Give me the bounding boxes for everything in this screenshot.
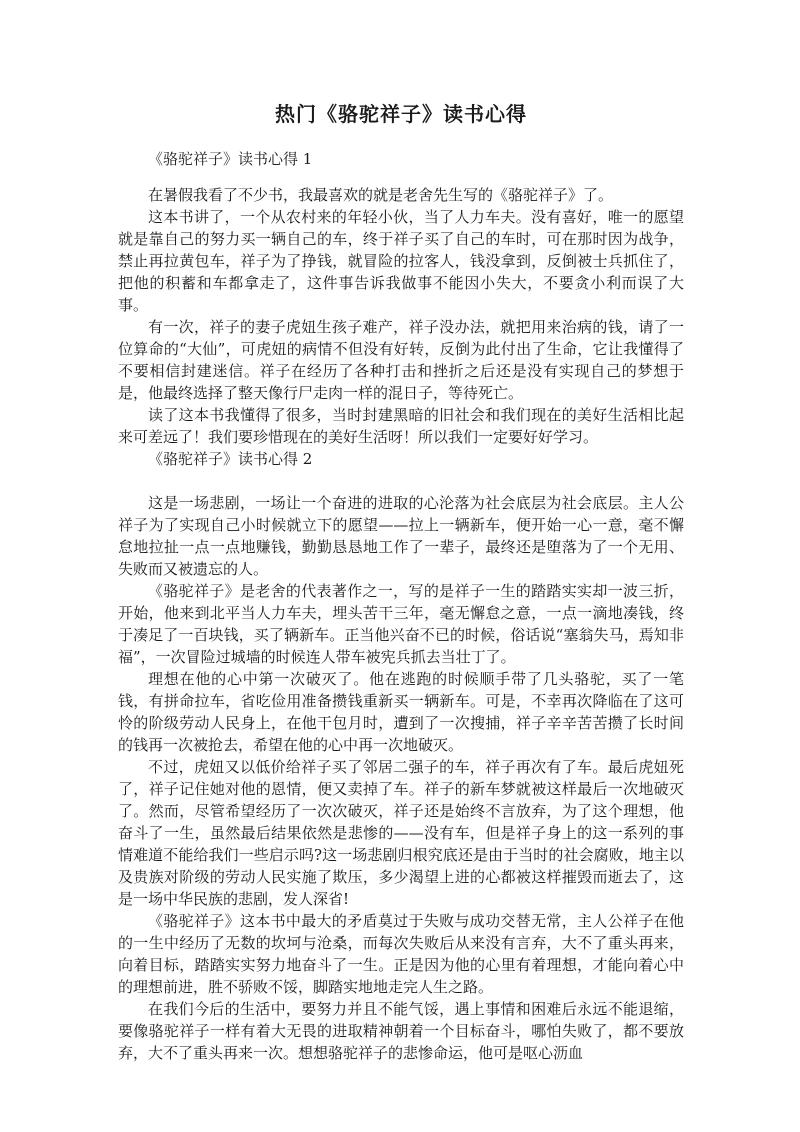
- paragraph: 这本书讲了，一个从农村来的年轻小伙，当了人力车夫。没有喜好，唯一的愿望就是靠自己的努力买一辆自己的车，终于祥子买了自己的车时，可在那时因为战争，禁止再拉黄包车，祥子为了挣钱，就冒险的拉客人，钱没拿到，反倒被士兵抓住了，把他的积蓄和车都拿走了，这件事告诉我做事不能因小失大，不要贪小利而误了大事。: [118, 208, 684, 314]
- paragraph: 《骆驼祥子》是老舍的代表著作之一，写的是祥子一生的踏踏实实却一波三折，开始，他来到北平当人力车夫，埋头苦干三年，毫无懈怠之意，一点一滴地凑钱，终于凑足了一百块钱，买了辆新车。正当他兴奋不已的时候，俗话说“塞翁失马，焉知非福”，一次冒险过城墙的时候连人带车被宪兵抓去当壮丁了。: [118, 582, 684, 666]
- section-1: [118, 148, 684, 448]
- paragraph: 不过，虎妞又以低价给祥子买了邻居二强子的车，祥子再次有了车。最后虎妞死了，祥子记住她对他的恩情，便又卖掉了车。祥子的新车梦就被这样最后一次地破灭了。然而，尽管希望经历了一次次破灭，祥子还是始终不言放弃，为了这个理想，他奋斗了一生，虽然最后结果依然是悲惨的——没有车，但是祥子身上的这一系列的事情难道不能给我们一些启示吗?这一场悲剧归根究底还是由于当时的社会腐败，地主以及贵族对阶级的劳动人民实施了欺压，多少渴望上进的心都被这样摧毁而逝去了，这是一场中华民族的悲剧，发人深省!: [118, 758, 684, 908]
- section-heading: 《骆驼祥子》读书心得 1: [148, 150, 313, 168]
- section-heading: 《骆驼祥子》读书心得 2: [148, 450, 313, 468]
- paragraph: 在暑假我看了不少书，我最喜欢的就是老舍先生写的《骆驼祥子》了。: [148, 186, 614, 204]
- paragraph: 理想在他的心中第一次破灭了。他在逃跑的时候顺手带了几头骆驼，买了一笔钱，有拼命拉车，省吃俭用准备攒钱重新买一辆新车。可是，不幸再次降临在了这可怜的阶级劳动人民身上，在他干包月时，遭到了一次搜捕，祥子辛辛苦苦攒了长时间的钱再一次被抢去，希望在他的心中再一次地破灭。: [118, 670, 684, 754]
- paragraph: 这是一场悲剧，一场让一个奋进的进取的心沦落为社会底层为社会底层。主人公祥子为了实现自己小时候就立下的愿望——拉上一辆新车，便开始一心一意，毫不懈怠地拉扯一点一点地赚钱，勤勤恳恳地工作了一辈子，最终还是堕落为了一个无用、失败而又被遗忘的人。: [118, 494, 684, 578]
- paragraph: 在我们今后的生活中，要努力并且不能气馁，遇上事情和困难后永远不能退缩，要像骆驼祥子一样有着大无畏的进取精神朝着一个目标奋斗，哪怕失败了，都不要放弃，大不了重头再来一次。想想骆驼祥子的悲惨命运，他可是呕心沥血: [118, 1000, 684, 1062]
- paragraph: 有一次，祥子的妻子虎妞生孩子难产，祥子没办法，就把用来治病的钱，请了一位算命的“大仙”，可虎妞的病情不但没有好转，反倒为此付出了生命，它让我懂得了不要相信封建迷信。祥子在经历了各种打击和挫折之后还是没有实现自己的梦想于是，他最终选择了整天像行尸走肉一样的混日子，等待死亡。: [118, 318, 684, 402]
- paragraph: 《骆驼祥子》这本书中最大的矛盾莫过于失败与成功交替无常，主人公祥子在他的一生中经历了无数的坎坷与沧桑，而每次失败后从来没有言弃，大不了重头再来，向着目标，踏踏实实努力地奋斗了一生。正是因为他的心里有着理想，才能向着心中的理想前进，胜不骄败不馁，脚踏实地地走完人生之路。: [118, 912, 684, 996]
- paragraph: 读了这本书我懂得了很多，当时封建黑暗的旧社会和我们现在的美好生活相比起来可差远了！我们要珍惜现在的美好生活呀！所以我们一定要好好学习。: [118, 406, 684, 446]
- document-page: [118, 100, 684, 1064]
- section-2: [118, 448, 684, 1064]
- document-title: 热门《骆驼祥子》读书心得: [275, 102, 527, 126]
